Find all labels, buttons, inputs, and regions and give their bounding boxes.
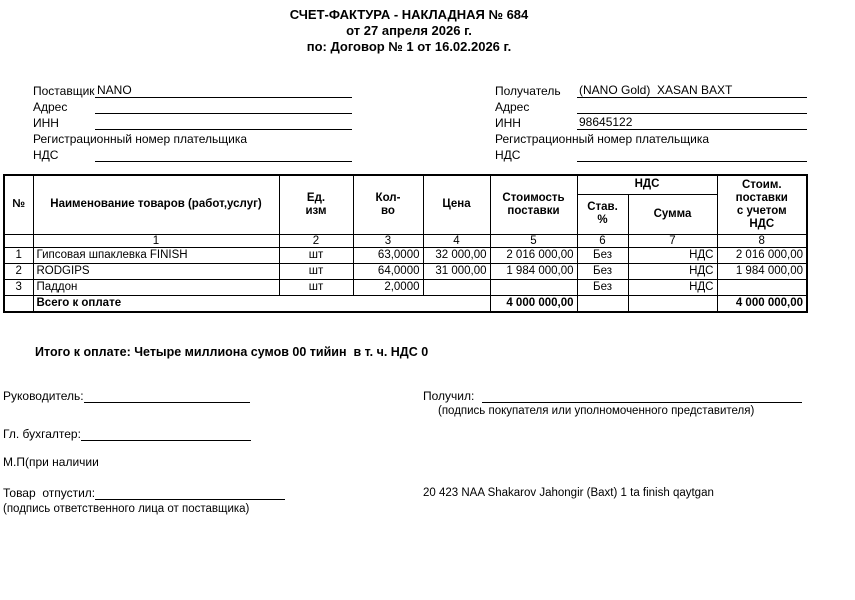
cell-cost: 1 984 000,00 [490,263,577,279]
column-number: 7 [628,234,717,247]
cell-vat-sum: НДС [628,247,717,263]
supplier-reg-row [33,130,352,146]
receiver-address-field [577,113,807,114]
released-signature-row [3,486,285,500]
cell-unit: шт [279,279,353,295]
supplier-label: Поставщик [33,84,95,98]
receiver-vat-row [495,146,807,162]
total-vat-sum-empty [628,295,717,312]
cell-cost-with-vat: 2 016 000,00 [717,247,807,263]
cell-vat-rate: Без [577,263,628,279]
column-number: 3 [353,234,423,247]
receiver-label: Получатель [495,84,561,98]
released-label: Товар отпустил: [3,486,96,500]
column-number: 5 [490,234,577,247]
table-total-row [4,295,807,312]
col-header-vat-sum: Сумма [628,194,717,234]
total-cost-with-vat: 4 000 000,00 [717,295,807,312]
column-number: 2 [279,234,353,247]
cell-vat-sum: НДС [628,279,717,295]
cell-num: 2 [4,263,33,279]
cell-cost-with-vat: 1 984 000,00 [717,263,807,279]
col-header-cost: Стоимость поставки [490,175,577,234]
col-header-num: № [4,175,33,234]
accountant-signature-line [81,427,251,441]
document-title: СЧЕТ-ФАКТУРА - НАКЛАДНАЯ № 684 [289,7,529,22]
col-header-unit: Ед. изм [279,175,353,234]
cell-vat-rate: Без [577,247,628,263]
released-signature-line [95,486,285,500]
director-signature-row [3,389,250,403]
table-row [4,279,807,295]
col-header-price: Цена [423,175,490,234]
table-row [4,247,807,263]
supplier-inn-field [95,129,352,130]
released-note: (подпись ответственного лица от поставщика) [3,503,250,515]
cell-qty: 64,0000 [353,263,423,279]
cell-cost: 2 016 000,00 [490,247,577,263]
total-vat-rate-empty [577,295,628,312]
receiver-inn-label: ИНН [495,116,521,130]
supplier-name-row [33,82,352,98]
column-number-empty [4,234,33,247]
receiver-inn-field: 98645122 [577,115,807,130]
cell-cost [490,279,577,295]
receiver-name-row [495,82,807,98]
col-header-vat-rate: Став. % [577,194,628,234]
receiver-reg-row [495,130,807,146]
accountant-label: Гл. бухгалтер: [3,427,81,441]
stamp-label: М.П(при наличии [3,455,99,469]
supplier-inn-label: ИНН [33,116,59,130]
items-table [3,174,808,313]
cell-unit: шт [279,247,353,263]
cell-unit: шт [279,263,353,279]
supplier-address-row [33,98,352,114]
cell-vat-sum: НДС [628,263,717,279]
column-number: 6 [577,234,628,247]
column-number: 8 [717,234,807,247]
supplier-address-label: Адрес [33,100,68,114]
column-number: 1 [33,234,279,247]
cell-num: 1 [4,247,33,263]
supplier-vat-row [33,146,352,162]
total-in-words: Итого к оплате: Четыре миллиона сумов 00 тийин в т. ч. НДС 0 [35,345,429,359]
document-contract: по: Договор № 1 от 16.02.2026 г. [306,39,512,54]
col-header-name: Наименование товаров (работ,услуг) [33,175,279,234]
document-date: от 27 апреля 2026 г. [346,23,472,38]
cell-name: Паддон [33,279,279,295]
receiver-reg-label: Регистрационный номер плательщика [495,132,710,146]
table-row [4,263,807,279]
receiver-inn-row [495,114,807,130]
col-header-vat-group: НДС [577,175,717,194]
supplier-inn-row [33,114,352,130]
cell-price [423,279,490,295]
cell-price: 32 000,00 [423,247,490,263]
cell-vat-rate: Без [577,279,628,295]
receiver-vat-label: НДС [495,148,521,162]
cell-name: Гипсовая шпаклевка FINISH [33,247,279,263]
document-title-block [0,7,818,55]
receiver-block [495,82,807,162]
cell-num: 3 [4,279,33,295]
column-number-row [4,234,807,247]
handwritten-note: 20 423 NAA Shakarov Jahongir (Baxt) 1 ta finish qaytgan [423,487,714,499]
cell-cost-with-vat [717,279,807,295]
column-number: 4 [423,234,490,247]
received-label: Получил: [423,389,475,403]
received-signature-line [482,389,802,403]
supplier-vat-label: НДС [33,148,59,162]
supplier-address-field [95,113,352,114]
cell-name: RODGIPS [33,263,279,279]
total-num-empty [4,295,33,312]
col-header-cost-with-vat: Стоим. поставки с учетом НДС [717,175,807,234]
receiver-name-field: (NANO Gold) XASAN BAXT [577,83,807,98]
director-label: Руководитель: [3,389,84,403]
accountant-signature-row [3,427,251,441]
cell-qty: 2,0000 [353,279,423,295]
total-label: Всего к оплате [33,295,490,312]
received-note: (подпись покупателя или уполномоченного представителя) [438,405,755,417]
supplier-name-field: NANO [95,83,352,98]
director-signature-line [84,389,250,403]
receiver-address-row [495,98,807,114]
col-header-qty: Кол- во [353,175,423,234]
receiver-address-label: Адрес [495,100,530,114]
supplier-vat-field [95,161,352,162]
supplier-reg-label: Регистрационный номер плательщика [33,132,248,146]
supplier-block [33,82,352,162]
cell-qty: 63,0000 [353,247,423,263]
cell-price: 31 000,00 [423,263,490,279]
received-signature-row [423,389,802,403]
total-cost: 4 000 000,00 [490,295,577,312]
receiver-vat-field [577,161,807,162]
